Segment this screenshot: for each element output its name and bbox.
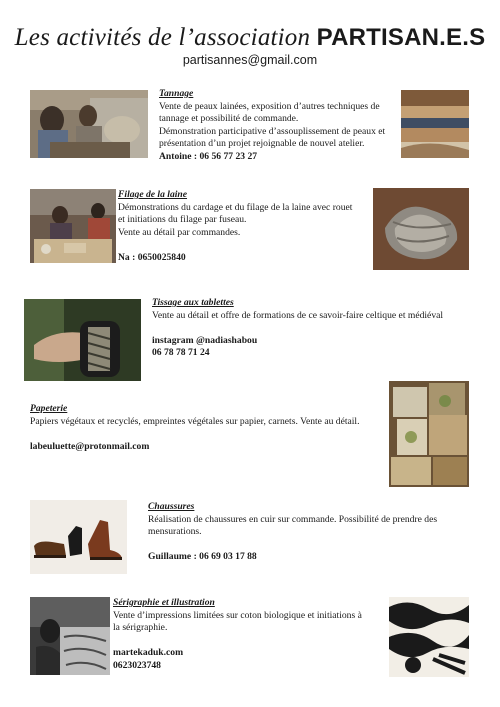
- activity-tissage: [152, 297, 472, 360]
- activity-contact: labeuluette@protonmail.com: [30, 440, 150, 452]
- activity-category: Filage de la laine: [118, 189, 188, 200]
- activity-category: Sérigraphie et illustration: [113, 597, 215, 608]
- activity-line: Démonstrations du cardage et du filage de la laine avec rouet: [118, 201, 353, 213]
- association-email: partisannes@gmail.com: [182, 53, 318, 67]
- filage-photo-left: [30, 189, 116, 263]
- activity-line: présentation d’un projet rejoignable de nouvel atelier.: [159, 138, 365, 150]
- activity-line: Réalisation de chaussures en cuir sur commande. Possibilité de prendre des: [148, 513, 438, 525]
- activity-contact-2: 06 78 78 71 24: [152, 347, 210, 359]
- activity-contact: Na : 0650025840: [118, 251, 186, 263]
- activity-line: mensurations.: [148, 526, 202, 538]
- activity-category: Tannage: [159, 88, 194, 99]
- activity-contact: Antoine : 06 56 77 23 27: [159, 150, 258, 162]
- activity-contact-2: 0623023748: [113, 659, 161, 671]
- activity-line: tannage et possibilité de commande.: [159, 113, 299, 125]
- activity-line: Démonstration participative d’assouplissement de peaux et: [159, 125, 386, 137]
- activity-line: Vente au détail par commandes.: [118, 226, 241, 238]
- tannage-photo-left: [30, 90, 148, 158]
- activity-contact: instagram @nadiashabou: [152, 334, 258, 346]
- activity-category: Tissage aux tablettes: [152, 297, 234, 308]
- page-title: [0, 24, 500, 52]
- activity-category: Papeterie: [30, 403, 68, 414]
- activity-filage: [118, 189, 371, 265]
- activity-category: Chaussures: [148, 501, 195, 512]
- activity-contact: martekaduk.com: [113, 647, 184, 659]
- activity-serigraphie: [113, 597, 383, 673]
- papeterie-photo: [389, 381, 469, 487]
- activity-line: Vente d’impressions limitées sur coton biologique et initiations à: [113, 609, 362, 621]
- tissage-photo: [24, 299, 141, 381]
- serigraphie-photo-left: [30, 597, 110, 675]
- activity-chaussures: [148, 501, 468, 564]
- filage-photo-right: [373, 188, 469, 270]
- activity-line: Vente au détail et offre de formations de ce savoir-faire celtique et médiéval: [152, 309, 444, 321]
- activity-tannage: [159, 88, 399, 164]
- chaussures-photo: [30, 500, 127, 574]
- activity-contact: Guillaume : 06 69 03 17 88: [148, 551, 257, 563]
- activity-line: Vente de peaux lainées, exposition d’autres techniques de: [159, 100, 380, 112]
- activity-papeterie: [30, 403, 385, 453]
- activity-line: Papiers végétaux et recyclés, empreintes végétales sur papier, carnets. Vente au détail.: [30, 415, 360, 427]
- tannage-photo-right: [401, 90, 469, 158]
- association-name: PARTISAN.E.S: [316, 24, 486, 51]
- title-prefix: Les activités de l’association: [14, 24, 317, 51]
- serigraphie-photo-right: [389, 597, 469, 677]
- activity-line: la sérigraphie.: [113, 622, 168, 634]
- activity-line: et initiations du filage par fuseau.: [118, 214, 247, 226]
